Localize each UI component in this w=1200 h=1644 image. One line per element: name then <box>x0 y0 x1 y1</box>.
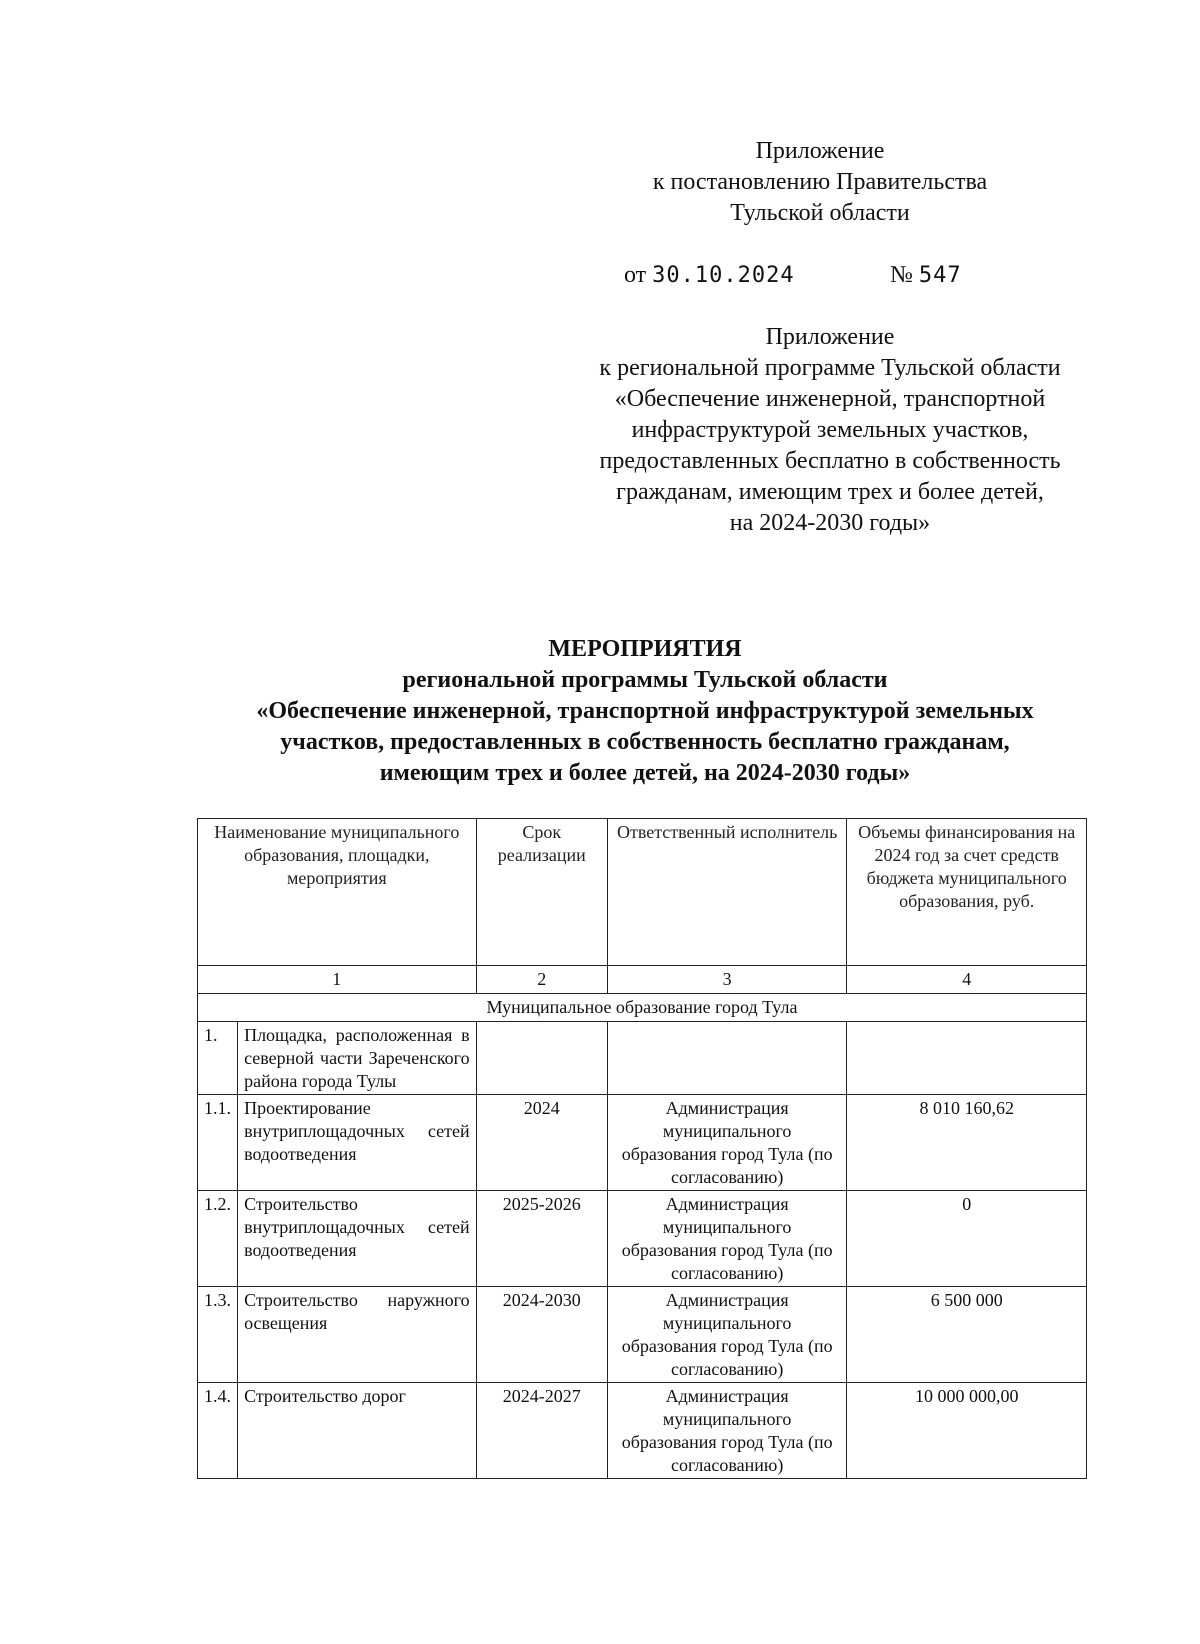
header-name: Наименование муниципального образования, площадки, мероприятия <box>198 819 477 966</box>
table-row <box>198 1191 1087 1287</box>
section-row <box>198 994 1087 1022</box>
column-number: 4 <box>847 966 1087 994</box>
appendix-line-1: к постановлению Правительства <box>652 169 988 195</box>
row-name: Строительство внутриплощадочных сетей водоотведения <box>238 1191 477 1287</box>
row-term: 2025-2026 <box>476 1191 607 1287</box>
table-row <box>198 1383 1087 1479</box>
header-term: Срок реализации <box>476 819 607 966</box>
table-row <box>198 1287 1087 1383</box>
row-term: 2024-2027 <box>476 1383 607 1479</box>
row-amount: 0 <box>847 1191 1087 1287</box>
row-amount: 6 500 000 <box>847 1287 1087 1383</box>
row-index: 1.4. <box>198 1383 238 1479</box>
program-appendix <box>560 322 1100 539</box>
row-executor: Администрация муниципального образования город Тула (по согласованию) <box>607 1191 847 1287</box>
row-amount: 8 010 160,62 <box>847 1095 1087 1191</box>
column-number: 3 <box>607 966 847 994</box>
program-appendix-line-3: инфраструктурой земельных участков, <box>631 417 1029 443</box>
header-amount: Объемы финансирования на 2024 год за счет средств бюджета муниципального образования, руб. <box>847 819 1087 966</box>
program-appendix-line-2: «Обеспечение инженерной, транспортной <box>614 386 1046 412</box>
row-index: 1.3. <box>198 1287 238 1383</box>
row-term <box>476 1022 607 1095</box>
row-amount: 10 000 000,00 <box>847 1383 1087 1479</box>
title-line-5: имеющим трех и более детей, на 2024-2030 годы» <box>379 760 911 786</box>
column-number: 2 <box>476 966 607 994</box>
government-decree-appendix <box>620 136 1020 229</box>
row-executor: Администрация муниципального образования город Тула (по согласованию) <box>607 1383 847 1479</box>
decree-date: 30.10.2024 <box>652 263 795 288</box>
number-prefix: № <box>890 262 913 288</box>
row-index: 1. <box>198 1022 238 1095</box>
row-executor: Администрация муниципального образования город Тула (по согласованию) <box>607 1095 847 1191</box>
row-executor <box>607 1022 847 1095</box>
program-appendix-heading: Приложение <box>765 324 895 350</box>
program-appendix-line-4: предоставленных бесплатно в собственность <box>599 448 1061 474</box>
title-line-4: участков, предоставленных в собственность бесплатно гражданам, <box>280 729 1010 755</box>
row-amount <box>847 1022 1087 1095</box>
row-name: Площадка, расположенная в северной части Зареченского района города Тулы <box>238 1022 477 1095</box>
table-row <box>198 1095 1087 1191</box>
row-index: 1.1. <box>198 1095 238 1191</box>
row-name: Проектирование внутриплощадочных сетей водоотведения <box>238 1095 477 1191</box>
appendix-heading: Приложение <box>755 138 885 164</box>
title-line-2: региональной программы Тульской области <box>402 667 888 693</box>
row-executor: Администрация муниципального образования город Тула (по согласованию) <box>607 1287 847 1383</box>
program-appendix-line-5: гражданам, имеющим трех и более детей, <box>616 479 1044 505</box>
title-line-1: МЕРОПРИЯТИЯ <box>548 636 742 662</box>
row-index: 1.2. <box>198 1191 238 1287</box>
decree-number: 547 <box>918 263 962 288</box>
table-header-row <box>198 819 1087 966</box>
document-title <box>195 634 1095 789</box>
program-appendix-line-6: на 2024-2030 годы» <box>729 510 931 536</box>
row-name: Строительство дорог <box>238 1383 477 1479</box>
row-term: 2024 <box>476 1095 607 1191</box>
table-row <box>198 1022 1087 1095</box>
title-line-3: «Обеспечение инженерной, транспортной инфраструктурой земельных <box>256 698 1034 724</box>
decree-date-number <box>624 262 1024 289</box>
row-term: 2024-2030 <box>476 1287 607 1383</box>
appendix-line-2: Тульской области <box>730 200 910 226</box>
row-name: Строительство наружного освещения <box>238 1287 477 1383</box>
section-title: Муниципальное образование город Тула <box>198 994 1087 1022</box>
column-number-row <box>198 966 1087 994</box>
measures-table <box>197 818 1087 1479</box>
program-appendix-line-1: к региональной программе Тульской области <box>599 355 1061 381</box>
column-number: 1 <box>198 966 477 994</box>
date-prefix: от <box>624 262 647 288</box>
header-executor: Ответственный исполнитель <box>607 819 847 966</box>
